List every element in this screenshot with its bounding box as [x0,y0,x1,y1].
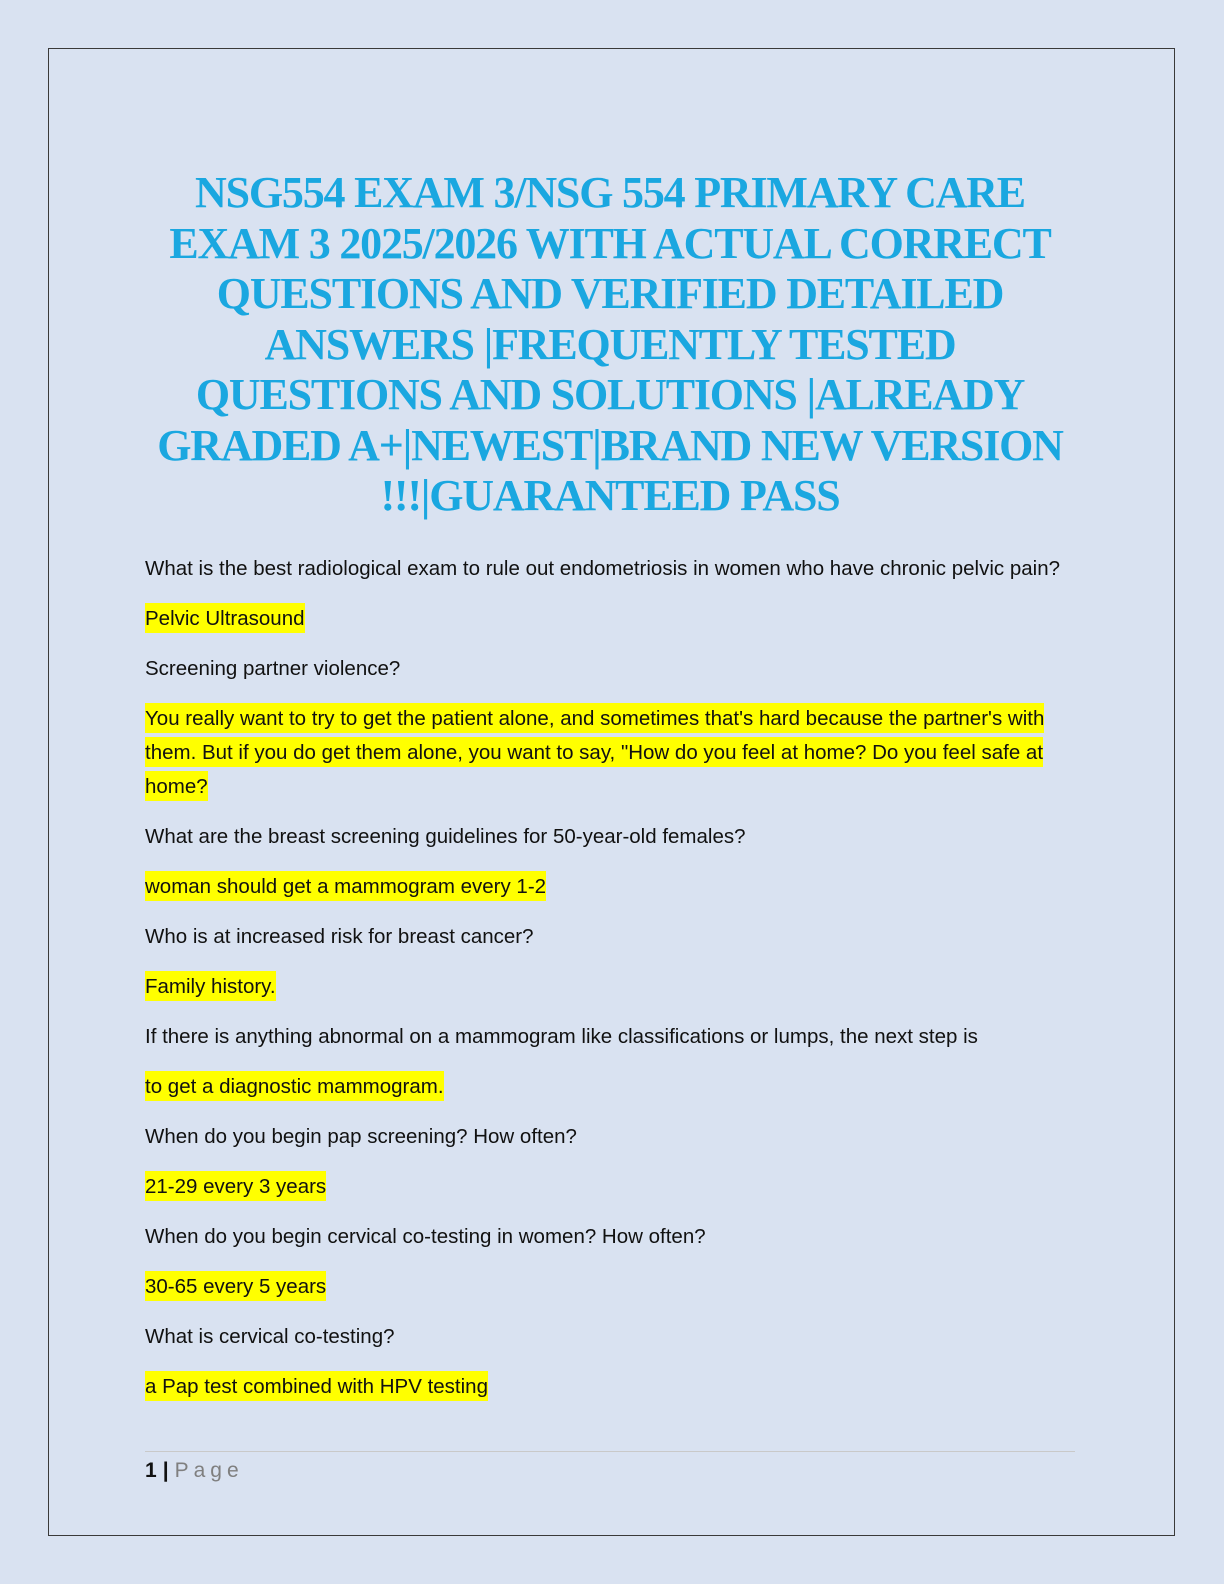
answer-3 [145,870,1075,904]
footer-divider [145,1451,1075,1452]
question-3: What are the breast screening guidelines for 50-year-old females? [145,825,746,848]
answer-6 [145,1170,1075,1204]
page-label: Page [174,1459,244,1482]
answer-highlight: woman should get a mammogram every 1-2 [145,871,546,901]
document-title: NSG554 EXAM 3/NSG 554 PRIMARY CARE EXAM 3 2025/2026 WITH ACTUAL CORRECT QUESTIONS AND VERIFIED DETAILED ANSWERS |FREQUENTLY TESTED QUESTIONS AND SOLUTIONS |ALREADY GRADED A+|NEWEST|BRAND NEW VERSION !!!|GUARANTEED PASS [157,168,1063,520]
answer-5 [145,1070,1075,1104]
question-6: When do you begin pap screening? How often? [145,1125,577,1148]
question-4: Who is at increased risk for breast cancer? [145,925,534,948]
answer-7 [145,1270,1075,1304]
question-7: When do you begin cervical co-testing in women? How often? [145,1225,706,1248]
question-5: If there is anything abnormal on a mammogram like classifications or lumps, the next step is [145,1025,978,1048]
answer-highlight: 30-65 every 5 years [145,1271,326,1301]
answer-highlight: a Pap test combined with HPV testing [145,1371,488,1401]
question-8: What is cervical co-testing? [145,1325,395,1348]
answer-highlight: 21-29 every 3 years [145,1171,326,1201]
answer-8 [145,1370,1075,1404]
answer-highlight: Pelvic Ultrasound [145,603,305,633]
page-number: 1 [145,1459,157,1482]
page-footer [145,1457,244,1485]
question-1: What is the best radiological exam to rule out endometriosis in women who have chronic pelvic pain? [145,557,1061,580]
answer-2 [145,702,1075,804]
answer-highlight: Family history. [145,971,276,1001]
answer-highlight: to get a diagnostic mammogram. [145,1071,444,1101]
answer-highlight: You really want to try to get the patient alone, and sometimes that's hard because the partner's with them. But if you do get them alone, you want to say, "How do you feel at home? Do you feel safe at home? [145,703,1044,801]
qa-content [145,552,1075,1420]
answer-4 [145,970,1075,1004]
answer-1 [145,602,1075,636]
footer-separator: | [162,1459,169,1482]
question-2: Screening partner violence? [145,657,401,680]
